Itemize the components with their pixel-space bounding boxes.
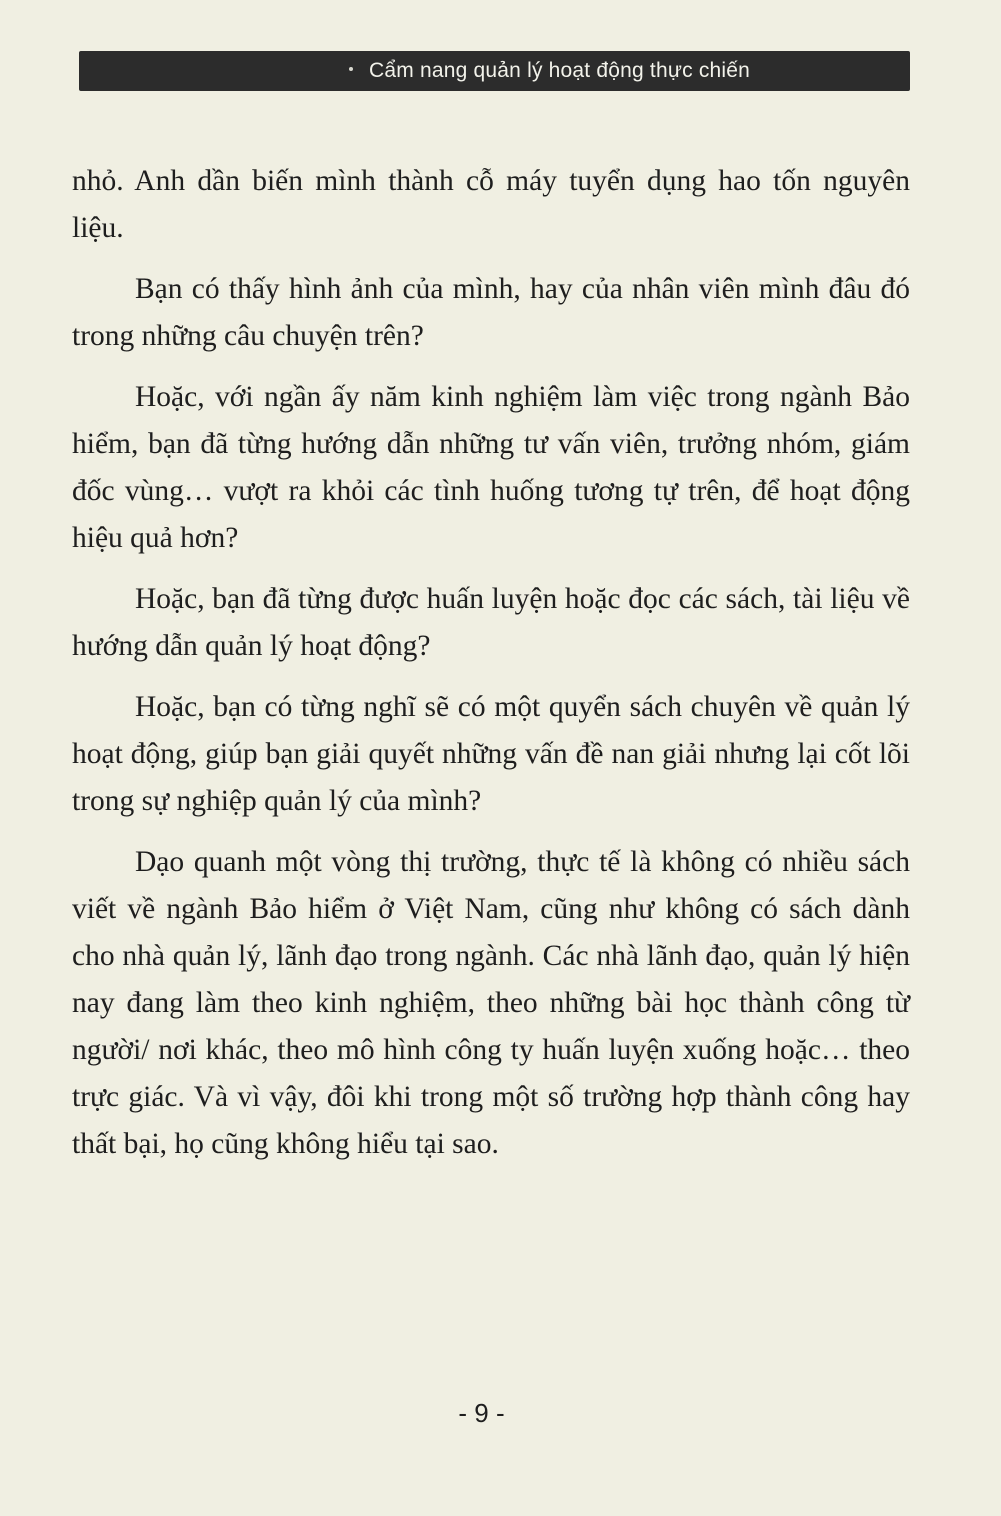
paragraph: Hoặc, bạn đã từng được huấn luyện hoặc đọc các sách, tài liệu về hướng dẫn quản lý hoạt động? — [72, 583, 910, 662]
book-title: Cẩm nang quản lý hoạt động thực chiến — [369, 59, 751, 82]
header-bullet-icon — [349, 67, 353, 71]
page-number: - 9 - — [458, 1398, 505, 1428]
paragraph: Dạo quanh một vòng thị trường, thực tế là không có nhiều sách viết về ngành Bảo hiểm ở Việt Nam, cũng như không có sách dành cho nhà quản lý, lãnh đạo trong ngành. Các nhà lãnh đạo, quản lý hiện nay đang làm theo kinh nghiệm, theo những bài học thành công từ người/ nơi khác, theo mô hình công ty huấn luyện xuống hoặc… theo trực giác. Và vì vậy, đôi khi trong một số trường hợp thành công hay thất bại, họ cũng không hiểu tại sao. — [72, 846, 910, 1160]
paragraph: nhỏ. Anh dần biến mình thành cỗ máy tuyển dụng hao tốn nguyên liệu. — [72, 165, 910, 244]
paragraph: Hoặc, với ngần ấy năm kinh nghiệm làm việc trong ngành Bảo hiểm, bạn đã từng hướng dẫn những tư vấn viên, trưởng nhóm, giám đốc vùng… vượt ra khỏi các tình huống tương tự trên, để hoạt động hiệu quả hơn? — [72, 381, 910, 554]
paragraph: Bạn có thấy hình ảnh của mình, hay của nhân viên mình đâu đó trong những câu chuyện trên? — [72, 273, 910, 352]
body-text — [72, 158, 910, 1182]
paragraph: Hoặc, bạn có từng nghĩ sẽ có một quyển sách chuyên về quản lý hoạt động, giúp bạn giải quyết những vấn đề nan giải nhưng lại cốt lõi trong sự nghiệp quản lý của mình? — [72, 691, 910, 817]
running-header — [79, 51, 910, 91]
